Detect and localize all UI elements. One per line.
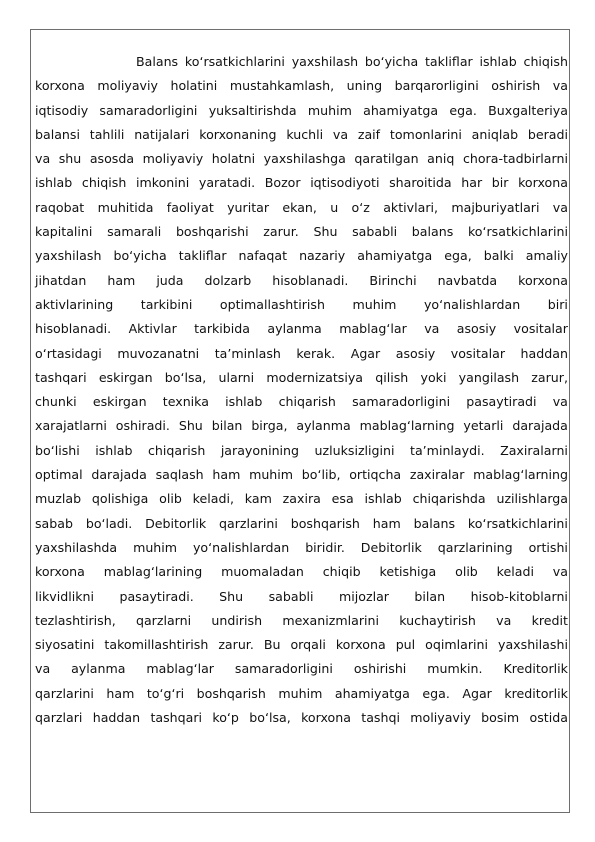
word: va — [424, 321, 440, 337]
word: mablag‘larining — [103, 564, 203, 580]
word: tahlili — [89, 126, 125, 142]
word: muhim — [307, 102, 352, 118]
word: zarur, — [531, 369, 568, 385]
word: va — [35, 661, 51, 677]
word: tashqi — [361, 710, 400, 726]
word: jarayonining — [220, 442, 300, 458]
paragraph-line — [35, 366, 568, 390]
word: yangilash — [458, 369, 520, 385]
paragraph-line — [35, 439, 568, 463]
word: yoki — [420, 369, 447, 385]
paragraph-line — [35, 244, 568, 268]
word: bilan — [414, 588, 446, 604]
word: ketishiga — [379, 564, 437, 580]
word: balans — [411, 224, 454, 240]
word: tashqari — [150, 710, 203, 726]
word: keladi, — [192, 491, 234, 507]
paragraph-line — [35, 463, 568, 487]
word: moliyaviy — [142, 151, 204, 167]
word: yuksaltirishda — [208, 102, 297, 118]
word: holatni — [211, 151, 256, 167]
word: korxona — [301, 710, 351, 726]
word: o‘rtasidagi — [35, 345, 102, 361]
word: Agar — [350, 345, 381, 361]
word: mablag‘lar — [146, 661, 214, 677]
word: Shu — [178, 418, 203, 434]
word: oshirish — [491, 78, 541, 94]
word: zarur. — [263, 224, 299, 240]
word: qarzlarining — [437, 539, 513, 555]
word: yaxshilash — [291, 54, 359, 69]
paragraph-line — [35, 220, 568, 244]
paragraph-line — [35, 414, 568, 438]
word: natijalari — [134, 126, 190, 142]
word: siyosatini — [35, 637, 95, 653]
word: chiqarishda — [412, 491, 486, 507]
word: Zaxiralarni — [500, 442, 568, 458]
word: ortiqcha — [349, 467, 402, 483]
word: va — [496, 612, 512, 628]
word: muhim — [352, 296, 397, 312]
word: sababli — [352, 224, 398, 240]
paragraph-line — [35, 293, 568, 317]
word: yuritar — [227, 199, 270, 215]
word: biridir. — [305, 539, 345, 555]
word: esa — [331, 491, 354, 507]
word: vositalar — [513, 321, 568, 337]
word: balki — [483, 248, 514, 264]
word: likvidlikni — [35, 588, 95, 604]
word: raqobat — [35, 199, 85, 215]
word: boshqarishi — [175, 224, 249, 240]
word: ko‘rsatkichlarini — [467, 515, 568, 531]
word: yo‘nalishlardan — [192, 539, 290, 555]
word: bo‘lsa, — [164, 369, 207, 385]
word: samarali — [107, 224, 162, 240]
paragraph-line — [35, 682, 568, 706]
word: iqtisodiyoti — [310, 175, 380, 191]
word: chora-tadbirlarni — [462, 151, 568, 167]
word: sabab — [35, 515, 73, 531]
word: modernizatsiya — [266, 369, 364, 385]
word: eskirgan — [92, 394, 147, 410]
word: kam — [244, 491, 272, 507]
word: hisoblanadi. — [272, 272, 349, 288]
paragraph-line — [35, 342, 568, 366]
word: chiqarish — [147, 442, 206, 458]
word: chiqish — [81, 175, 127, 191]
word: asosiy — [395, 345, 436, 361]
word: korxona — [518, 272, 568, 288]
word: Agar — [462, 685, 492, 701]
word: ham — [106, 685, 135, 701]
word: mijozlar — [339, 588, 389, 604]
word: majburiyatlari — [451, 199, 540, 215]
word: shu — [58, 151, 82, 167]
word: korxonaning — [199, 126, 277, 142]
word: chiqarish — [278, 394, 336, 410]
word: pul — [395, 637, 416, 653]
word: aylanma — [71, 661, 126, 677]
word: korxona — [35, 78, 85, 94]
word: samaradorligini — [99, 102, 198, 118]
word: ega. — [449, 102, 477, 118]
word: juda — [156, 272, 184, 288]
paragraph-line — [35, 74, 568, 98]
word: navbatda — [437, 272, 498, 288]
word: hisob-kitoblarni — [470, 588, 568, 604]
word: oshiradi. — [115, 418, 170, 434]
word: mexanizmlarini — [282, 612, 380, 628]
word: Bu — [263, 637, 281, 653]
word: ham — [372, 515, 401, 531]
word: optimal — [35, 467, 83, 483]
word: sharoitida — [389, 175, 452, 191]
word: samaradorligini — [234, 661, 333, 677]
word: ahamiyatga — [357, 248, 433, 264]
word: balansi — [35, 126, 80, 142]
word: ko‘rsatkichlarini — [467, 224, 568, 240]
word: bosim — [481, 710, 520, 726]
word: darajada — [91, 467, 147, 483]
word: boshqarish — [196, 685, 266, 701]
word: bo‘yicha — [113, 248, 167, 264]
word: uzluksizligini — [314, 442, 395, 458]
word: ta’minlash — [214, 345, 281, 361]
word: birga, — [251, 418, 288, 434]
word: qarzlarni — [135, 612, 192, 628]
word: mablag‘larning — [359, 418, 455, 434]
word: ishlab — [35, 175, 73, 191]
word: ostida — [529, 710, 568, 726]
word: Aktivlar — [128, 321, 177, 337]
word: ahamiyatga — [363, 102, 439, 118]
word: darajada — [512, 418, 568, 434]
word: aylanma — [296, 418, 351, 434]
word: Debitorlik — [145, 515, 207, 531]
paragraph-line — [35, 487, 568, 511]
word: mablag‘lar — [339, 321, 407, 337]
word: boshqarish — [290, 515, 360, 531]
word: haddan — [92, 710, 141, 726]
paragraph-line — [35, 512, 568, 536]
word: uning — [346, 78, 383, 94]
word: xarajatlarni — [35, 418, 107, 434]
word: aniqlab — [471, 126, 519, 142]
word: u — [330, 199, 339, 215]
word: balans — [413, 515, 456, 531]
word: tarkibida — [194, 321, 251, 337]
word: aylanma — [267, 321, 322, 337]
word: tezlashtirish, — [35, 612, 116, 628]
word: barqarorligini — [394, 78, 479, 94]
word: kapitalini — [35, 224, 93, 240]
word: aktivlari, — [383, 199, 438, 215]
word: muzlab — [35, 491, 82, 507]
paragraph-line — [35, 99, 568, 123]
word: holatini — [170, 78, 218, 94]
word: kerak. — [296, 345, 336, 361]
word: Bozor — [264, 175, 301, 191]
word: yaxshilashi — [498, 637, 568, 653]
word: ahamiyatga — [334, 685, 410, 701]
word: bo‘ladi. — [85, 515, 133, 531]
word: texnika — [162, 394, 209, 410]
word: aktivlarining — [35, 296, 114, 312]
word: to‘g‘ri — [146, 685, 185, 701]
word: qarzlarini — [219, 515, 278, 531]
word: ortishi — [528, 539, 568, 555]
word: Birinchi — [369, 272, 417, 288]
paragraph-line — [35, 657, 568, 681]
word: saqlash — [155, 467, 204, 483]
word: ularni — [218, 369, 255, 385]
word: haddan — [520, 345, 568, 361]
word: korxona — [335, 637, 386, 653]
word: eskirgan — [98, 369, 153, 385]
paragraph-line — [35, 560, 568, 584]
word: Shu — [313, 224, 338, 240]
word: va — [332, 126, 349, 142]
word: zaxiralar — [409, 467, 465, 483]
word: chiqib — [322, 564, 361, 580]
word: ishlab — [364, 491, 402, 507]
word: bo‘lishi — [35, 442, 80, 458]
word: zaxira — [282, 491, 321, 507]
word: keladi — [496, 564, 534, 580]
word: nazariy — [299, 248, 346, 264]
word: moliyaviy — [97, 78, 158, 94]
word: optimallashtirish — [219, 296, 325, 312]
word: iqtisodiy — [35, 102, 89, 118]
word: amaliy — [525, 248, 568, 264]
word: mablag‘larning — [473, 467, 568, 483]
word: yaratadi. — [198, 175, 256, 191]
word: muhim — [249, 467, 294, 483]
word: bo‘lib, — [301, 467, 341, 483]
word: faoliyat — [166, 199, 214, 215]
word: qaratilgan — [354, 151, 419, 167]
word: yaxshilashda — [35, 539, 118, 555]
paragraph-line — [35, 196, 568, 220]
word: Buxgalteriya — [488, 102, 568, 118]
paragraph-line — [35, 633, 568, 657]
word: va — [552, 78, 568, 94]
word: nafaqat — [238, 248, 288, 264]
word: korxona — [518, 175, 568, 191]
word: orqali — [290, 637, 326, 653]
word: dolzarb — [204, 272, 252, 288]
word: ko‘rsatkichlarini — [184, 54, 285, 69]
word: muomaladan — [221, 564, 304, 580]
word: va — [552, 564, 568, 580]
word: sababli — [268, 588, 314, 604]
paragraph-line — [35, 706, 568, 730]
word: zaif — [357, 126, 381, 142]
word: ishlab — [479, 54, 517, 69]
word: samaradorligini — [352, 394, 451, 410]
word: kredit — [531, 612, 568, 628]
word: yo‘nalishlardan — [423, 296, 521, 312]
word: o‘z — [351, 199, 370, 215]
word: tomonlarini — [389, 126, 462, 142]
word: jihatdan — [35, 272, 87, 288]
word: tarkibini — [140, 296, 193, 312]
word: yaxshilash — [35, 248, 102, 264]
paragraph-line — [35, 50, 568, 74]
word: ham — [107, 272, 136, 288]
word: muhim — [133, 539, 178, 555]
word: hisoblanadi. — [35, 321, 112, 337]
paragraph-line — [35, 269, 568, 293]
paragraph-line — [35, 609, 568, 633]
word: muhim — [278, 685, 323, 701]
word: mumkin. — [427, 661, 483, 677]
word: Kreditorlik — [503, 661, 568, 677]
word: pasaytiradi — [466, 394, 537, 410]
word: bir — [491, 175, 509, 191]
paragraph-line — [35, 390, 568, 414]
word: ishlab — [95, 442, 133, 458]
word: chunki — [35, 394, 77, 410]
word: beradi — [527, 126, 568, 142]
word: kuchli — [286, 126, 324, 142]
word: Balans — [136, 54, 179, 69]
word: tashqari — [35, 369, 87, 385]
word: qarzlarini — [35, 685, 94, 701]
word: kuchaytirish — [399, 612, 476, 628]
word: ta’minlaydi. — [410, 442, 485, 458]
word: ko‘p — [212, 710, 239, 726]
word: undirish — [211, 612, 263, 628]
word: va — [552, 394, 568, 410]
word: zarur. — [218, 637, 254, 653]
paragraph-line — [35, 123, 568, 147]
paragraph-line — [35, 585, 568, 609]
word: biri — [547, 296, 568, 312]
word: oshirishi — [353, 661, 407, 677]
word: aniq — [427, 151, 455, 167]
word: bo‘yicha — [364, 54, 419, 69]
word: muhitida — [97, 199, 154, 215]
word: ekan, — [282, 199, 317, 215]
word: va — [35, 151, 51, 167]
word: qarzlari — [35, 710, 83, 726]
word: bo‘lsa, — [249, 710, 291, 726]
word: imkonini — [135, 175, 190, 191]
word: kreditorlik — [504, 685, 568, 701]
word: olib — [159, 491, 182, 507]
word: qilish — [375, 369, 409, 385]
paragraph-line — [35, 171, 568, 195]
word: va — [552, 199, 568, 215]
word: takliflar — [178, 248, 227, 264]
word: uzilishlarga — [496, 491, 568, 507]
word: asosda — [89, 151, 135, 167]
body-text — [35, 50, 568, 730]
word: Shu — [219, 588, 244, 604]
word: chiqish — [523, 54, 568, 69]
word: ega. — [422, 685, 450, 701]
word: ishlab — [225, 394, 263, 410]
word: ham — [212, 467, 241, 483]
paragraph-line — [35, 147, 568, 171]
word: moliyaviy — [410, 710, 471, 726]
word: pasaytiradi. — [119, 588, 194, 604]
word: asosiy — [456, 321, 497, 337]
word: ega, — [444, 248, 472, 264]
word: olib — [455, 564, 478, 580]
word: oqimlarini — [425, 637, 489, 653]
word: har — [461, 175, 483, 191]
word: korxona — [35, 564, 85, 580]
word: qolishiga — [91, 491, 149, 507]
word: bilan — [211, 418, 243, 434]
word: takomillashtirish — [104, 637, 209, 653]
word: Debitorlik — [360, 539, 422, 555]
word: takliflar — [424, 54, 473, 69]
word: muvozanatni — [117, 345, 200, 361]
word: yetarli — [463, 418, 504, 434]
paragraph-line — [35, 536, 568, 560]
word: mustahkamlash, — [229, 78, 335, 94]
word: yaxshilashga — [263, 151, 346, 167]
word: vositalar — [450, 345, 506, 361]
paragraph-line — [35, 317, 568, 341]
